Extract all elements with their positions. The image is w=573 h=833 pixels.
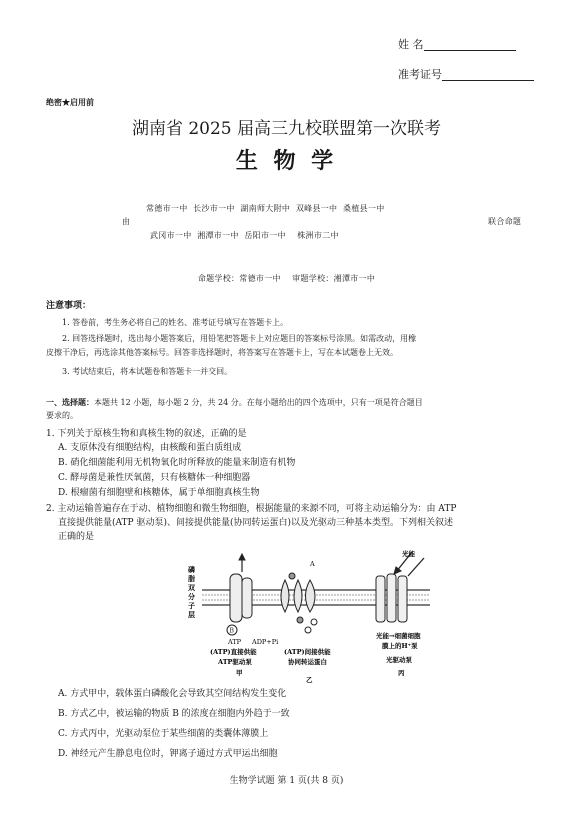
section-1-desc: 本题共 12 小题，每小题 2 分，共 24 分。在每小题给出的四个选项中，只有一项是符合题目 (94, 398, 423, 407)
note-item: 皮擦干净后，再选涂其他答案标号。回答非选择题时，将答案写在答题卡上，写在本试题卷上无效。 (46, 348, 398, 357)
q1-option-c: C. 酵母菌是兼性厌氧菌，只有核糖体一种细胞器 (58, 473, 251, 483)
caption-bing-3: 光驱动泵 (386, 656, 412, 664)
label-b-circle: B (229, 627, 234, 635)
exam-id-line (442, 69, 534, 81)
caption-bing-4: 丙 (398, 669, 405, 677)
label-a: A (310, 560, 315, 568)
section-1-desc-2: 要求的。 (46, 411, 78, 420)
section-1-intro (46, 396, 423, 409)
adp-label: ADP+Pi (252, 638, 279, 646)
caption-bing-1: 光能→细菌细胞 (376, 632, 421, 640)
caption-jia-2: ATP驱动泵 (218, 658, 252, 666)
q2-stem-3: 正确的是 (58, 532, 95, 542)
secret-label: 绝密★启用前 (46, 97, 94, 107)
atp-pump-jia (227, 554, 252, 635)
q2-stem-2: 直接提供能量(ATP 驱动泵)、间接提供能量(协同转运蛋白)以及光驱动三种基本类型。下列相关叙述 (58, 518, 453, 528)
setters-line: 命题学校：常德市一中 审题学校：湘潭市一中 (197, 274, 376, 283)
q2-option-d: D. 神经元产生静息电位时，钾离子通过方式甲运出细胞 (58, 749, 278, 759)
q2-stem-1: 2. 主动运输普遍存在于动、植物细胞和微生物细胞，根据能量的来源不同，可将主动运输分为：由 ATP (46, 504, 457, 514)
figure-captions (210, 631, 421, 684)
exam-id-field (398, 68, 534, 81)
exam-title: 湖南省 2025 届高三九校联盟第一次联考 (131, 119, 442, 139)
note-item: 3. 考试结束后，将本试题卷和答题卡一并交回。 (62, 367, 233, 376)
exam-id-label: 准考证号 (398, 68, 442, 81)
membrane-char: 分 (188, 592, 195, 601)
schools-row-1: 常德市一中 长沙市一中 湖南师大附中 双峰县一中 桑植县一中 (146, 204, 385, 213)
q1-option-d: D. 根瘤菌有细胞壁和核糖体，属于单细胞真核生物 (58, 488, 260, 498)
caption-jia-1: (ATP)直接供能 (210, 648, 257, 656)
page-footer: 生物学试题 第 1 页(共 8 页) (229, 776, 344, 786)
note-item: 1. 答卷前，考生务必将自己的姓名、准考证号填写在答题卡上。 (62, 318, 289, 327)
membrane-char: 磷 (188, 565, 195, 574)
light-pump-bing (376, 552, 424, 622)
q2-option-c: C. 方式丙中，光驱动泵位于某些细菌的类囊体薄膜上 (58, 729, 269, 739)
membrane-char: 脂 (188, 574, 195, 583)
by-label: 由 (122, 217, 131, 226)
q2-option-b: B. 方式乙中，被运输的物质 B 的浓度在细胞内外趋于一致 (58, 709, 290, 719)
caption-yi-3: 乙 (306, 676, 313, 684)
transport-figure (180, 544, 440, 684)
q2-option-a: A. 方式甲中，载体蛋白磷酸化会导致其空间结构发生变化 (58, 689, 287, 699)
schools-row-2: 武冈市一中 湘潭市一中 岳阳市一中 株洲市二中 (150, 231, 339, 240)
section-1-heading: 一、选择题： (46, 397, 94, 407)
light-label: 光能 (402, 550, 415, 558)
subject-title: 生 物 学 (235, 149, 338, 174)
cotransporter-yi (281, 573, 317, 633)
caption-bing-2: 膜上的H⁺泵 (382, 642, 418, 650)
name-field (398, 38, 516, 51)
q1-option-b: B. 硝化细菌能利用无机物氧化时所释放的能量来制造有机物 (58, 458, 296, 468)
name-line (424, 39, 516, 51)
note-item: 2. 回答选择题时，选出每小题答案后，用铅笔把答题卡上对应题目的答案标号涂黑。如需改动，用橡 (62, 334, 417, 343)
name-label: 姓 名 (398, 38, 424, 51)
q1-stem: 1. 下列关于原核生物和真核生物的叙述，正确的是 (46, 429, 247, 439)
notes-title: 注意事项： (46, 301, 92, 311)
caption-yi-2: 协同转运蛋白 (288, 658, 327, 666)
membrane-label (187, 565, 195, 619)
atp-label: ATP (228, 638, 242, 646)
membrane-char: 子 (188, 601, 195, 610)
caption-yi-1: (ATP)间接供能 (284, 648, 331, 656)
membrane-char: 双 (188, 583, 195, 592)
joint-label: 联合命题 (488, 217, 522, 226)
q1-option-a: A. 支原体没有细胞结构，由核酸和蛋白质组成 (58, 443, 242, 453)
caption-jia-3: 甲 (236, 669, 243, 677)
membrane-char: 层 (188, 610, 195, 619)
